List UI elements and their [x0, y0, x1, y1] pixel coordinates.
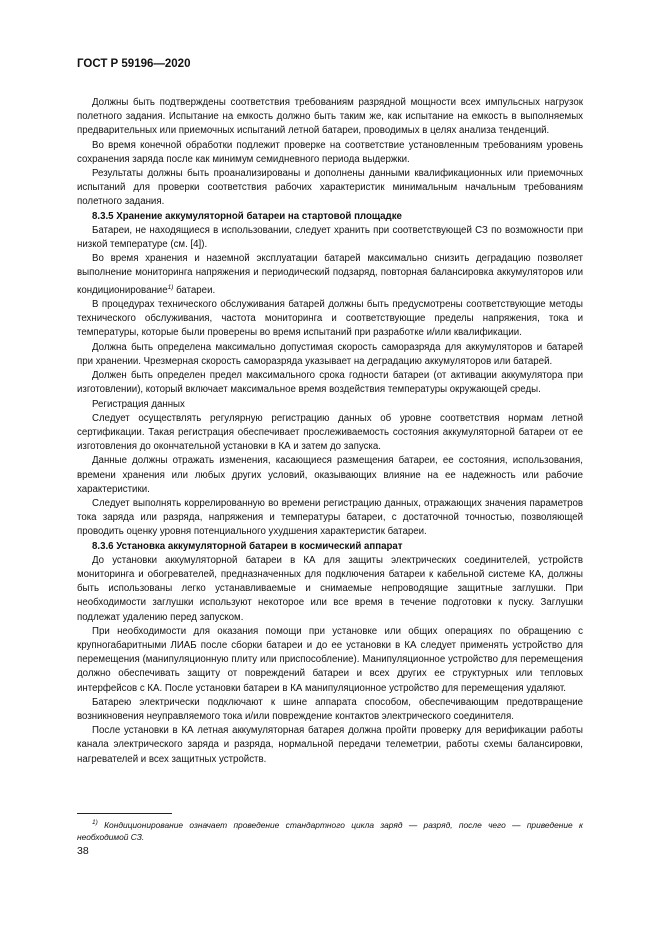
paragraph: После установки в КА летная аккумуляторная батарея должна пройти проверку для верификации работы канала электрического заряда и разряда, нормальной передачи телеметрии, работы схемы балансировки, нагревателей и всех защитных устройств.: [77, 725, 583, 765]
paragraph: [77, 252, 583, 298]
paragraph: Следует выполнять коррелированную во времени регистрацию данных, отражающих значения параметров тока заряда или разряда, напряжения и температуры батареи, с достаточной точностью, позволяющей проводить оценку уровня потенциального ухудшения характеристик батареи.: [77, 497, 583, 538]
paragraph-text: Во время хранения и наземной эксплуатации батарей максимально снизить деградацию позволяет выполнение мониторинга напряжения и периодический подзаряд, повторная балансировка аккумуляторов или кондиционирование: [77, 253, 583, 296]
paragraph: При необходимости для оказания помощи при установке или общих операциях по обращению с крупногабаритными ЛИАБ после сборки батареи и до ее установки в КА следует применять устройство для перемещения (манипуляционную плиту или приспособление). Манипуляционное устройство для перемещения должно обеспечивать защиту от повреждений батареи и всех других ее структурных или тепловых интерфейсов с КА. После установки батареи в КА манипуляционное устройство для перемещения удаляют.: [77, 625, 583, 694]
paragraph: Должны быть подтверждены соответствия требованиям разрядной мощности всех импульсных нагрузок полетного задания. Испытание на емкость должно быть таким же, как испытание на емкость в выполняемых предварительных или приемочных испытаний летной батареи, проводимых в целях анализа тенденций.: [77, 97, 583, 137]
footnote-marker: 1): [92, 819, 98, 826]
footnote-reference[interactable]: 1): [167, 283, 174, 291]
footnote: [77, 817, 583, 843]
paragraph: Следует осуществлять регулярную регистрацию данных об уровне соответствия нормам летной сертификации. Такая регистрация обеспечивает прослеживаемость состояния аккумуляторной батареи от ее изготовления до окончательной установки в КА и затем до запуска.: [77, 412, 583, 453]
section-heading-8-3-5: 8.3.5 Хранение аккумуляторной батареи на стартовой площадке: [92, 210, 402, 222]
section-heading-8-3-6: 8.3.6 Установка аккумуляторной батареи в космический аппарат: [92, 540, 403, 552]
paragraph: Результаты должны быть проанализированы и дополнены данными квалификационных или приемочных испытаний для проверки соответствия рабочих характеристик минимальным начальным требованиям полетного задания.: [77, 168, 583, 208]
paragraph: Регистрация данных: [92, 398, 185, 410]
paragraph: Во время конечной обработки подлежит проверке на соответствие установленным требованиям уровень сохранения заряда после как минимум семидневного периода выдержки.: [77, 139, 583, 165]
paragraph-text: батареи.: [173, 284, 216, 296]
standard-header: ГОСТ Р 59196—2020: [77, 58, 191, 70]
document-body: [77, 96, 583, 767]
paragraph: Данные должны отражать изменения, касающиеся размещения батареи, ее состояния, использования, времени хранения или любых других условий, оказывающих влияние на ее надежность или рабочие характеристики.: [77, 455, 583, 495]
page-number: 38: [77, 845, 89, 857]
paragraph: Батареи, не находящиеся в использовании, следует хранить при соответствующей СЗ по возможности при низкой температуре (см. [4]).: [77, 224, 583, 251]
paragraph: В процедурах технического обслуживания батарей должны быть предусмотрены соответствующие методы технического обслуживания, частота мониторинга и соответствующие пределы напряжения, тока и температуры, которые были проверены во время испытаний при разработке и/или квалификации.: [77, 299, 583, 339]
paragraph: Должна быть определена максимально допустимая скорость саморазряда для аккумуляторов и батарей при хранении. Чрезмерная скорость саморазряда указывает на деградацию аккумуляторов или батарей.: [77, 341, 583, 367]
paragraph: Батарею электрически подключают к шине аппарата способом, обеспечивающим предотвращение возникновения неуправляемого тока и/или повреждение контактов электрического соединителя.: [77, 696, 583, 722]
footnote-text: Кондиционирование означает проведение стандартного цикла заряд — разряд, после чего — приведение к необходимой СЗ.: [77, 819, 583, 842]
paragraph: До установки аккумуляторной батареи в КА для защиты электрических соединителей, устройств мониторинга и обогревателей, предназначенных для подключения батареи к кабельной системе КА, должны быть использованы легко устанавливаемые и снимаемые непроводящие защитные заглушки. При необходимости заглушки используют некоторое или все время в течение подготовки к пуску. Заглушки подлежат удалению перед запуском.: [77, 554, 583, 623]
footnote-divider: [77, 813, 172, 814]
paragraph: Должен быть определен предел максимального срока годности батареи (от активации аккумулятора при изготовлении), который включает максимальное время воздействия температуры окружающей среды.: [77, 370, 583, 396]
